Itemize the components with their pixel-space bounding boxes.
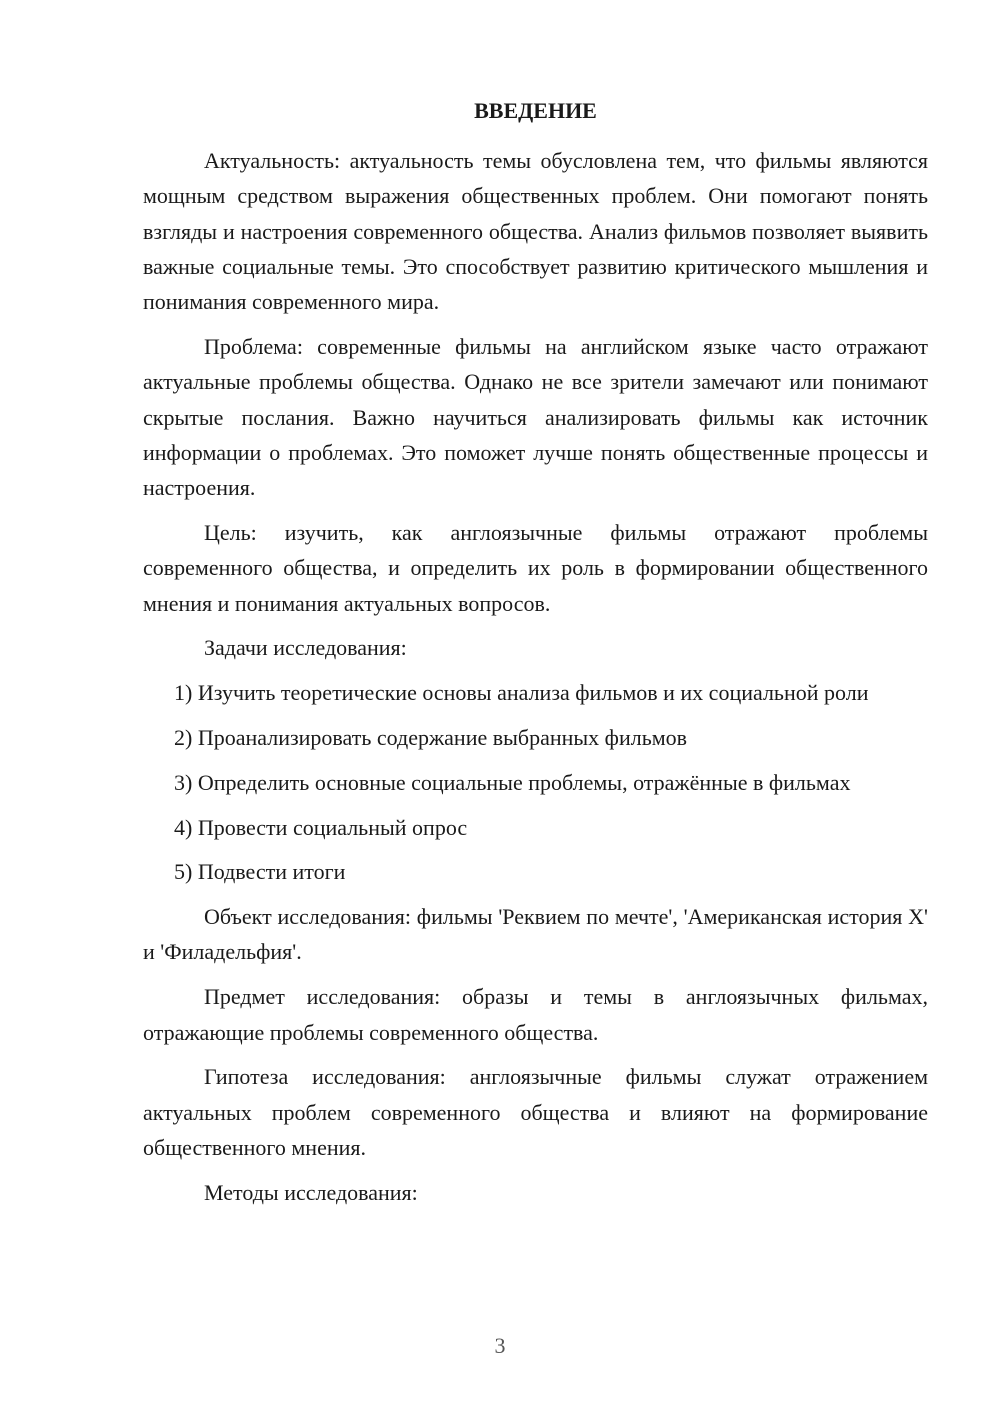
problem-paragraph: Проблема: современные фильмы на английском языке часто отражают актуальные проблемы общества. Однако не все зрители замечают или понимают скрытые послания. Важно научиться анализировать фильмы как источник информации о проблемах. Это поможет лучше понять общественные процессы и настроения. [143, 333, 928, 501]
task-item: 5) Подвести итоги [174, 859, 346, 885]
relevance-paragraph: Актуальность: актуальность темы обусловлена тем, что фильмы являются мощным средством выражения общественных проблем. Они помогают понять взгляды и настроения современного общества. Анализ фильмов позволяет выявить важные социальные темы. Это способствует развитию критического мышления и понимания современного мира. [143, 148, 928, 315]
task-item: 1) Изучить теоретические основы анализа фильмов и их социальной роли [174, 680, 869, 706]
object-paragraph: Объект исследования: фильмы 'Реквием по мечте', 'Американская история X' и 'Филадельфия'. [143, 904, 928, 965]
document-body [143, 143, 928, 1220]
task-item: 2) Проанализировать содержание выбранных фильмов [174, 724, 688, 750]
tasks-heading: Задачи исследования: [204, 635, 407, 661]
subject-paragraph: Предмет исследования: образы и темы в англоязычных фильмах, отражающие проблемы современного общества. [143, 984, 928, 1045]
task-item: 4) Провести социальный опрос [174, 814, 468, 840]
goal-paragraph: Цель: изучить, как англоязычные фильмы отражают проблемы современного общества, и определить их роль в формировании общественного мнения и понимания актуальных вопросов. [143, 519, 928, 616]
task-item: 3) Определить основные социальные проблемы, отражённые в фильмах [174, 769, 851, 795]
section-title: ВВЕДЕНИЕ [474, 98, 597, 123]
hypothesis-paragraph: Гипотеза исследования: англоязычные фильмы служат отражением актуальных проблем современного общества и влияют на формирование общественного мнения. [143, 1064, 928, 1160]
page-number: 3 [494, 1333, 506, 1358]
methods-heading: Методы исследования: [204, 1179, 418, 1205]
